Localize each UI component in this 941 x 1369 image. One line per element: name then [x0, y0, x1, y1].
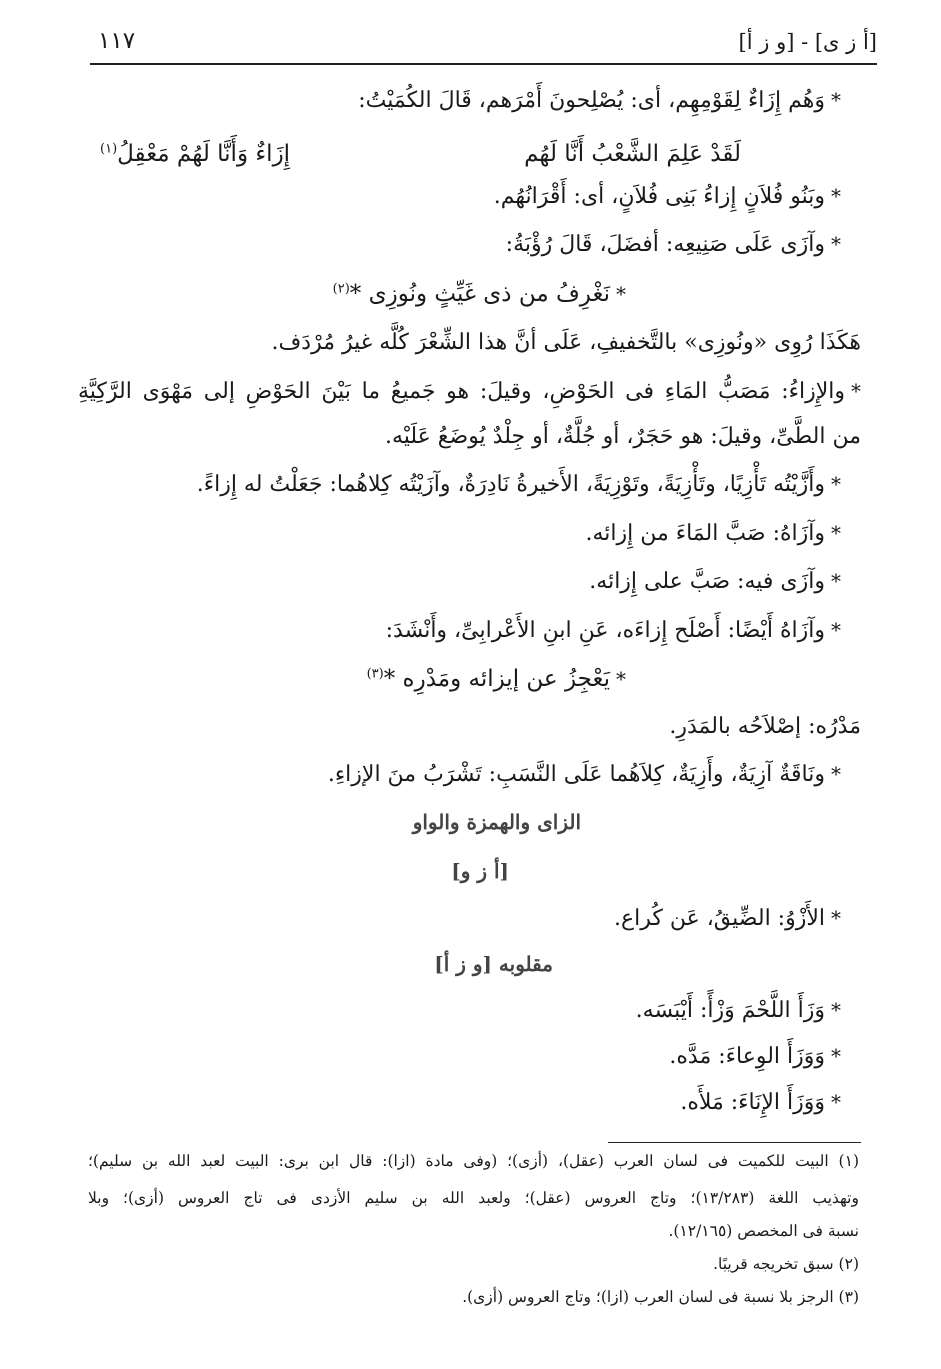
footnote-rule: [608, 1142, 861, 1143]
entry-line: *وآزَى عَلَى صَنِيعِه: أفضَلَ، قَالَ رُؤْبَةُ:: [505, 232, 841, 257]
entry-line: *وآزَاهُ: صَبَّ المَاءَ من إِزائه.: [585, 521, 841, 546]
entry-line: *وآزَاهُ أَيْضًا: أَصْلَح إِزاءَه، عَنِ ابنِ الأَعْرابِىِّ، وأَنْشَدَ:: [385, 618, 841, 643]
verse-second-hemistich: إِزَاءٌ وَأَنَّا لَهُمْ مَعْقِلُ$^{(١)}$: [100, 141, 291, 167]
entry-line: *وَوَزَأَ الوِعاءَ: مَدَّه.: [669, 1044, 841, 1069]
subsection-heading: مقلوبه [و ز أ]: [434, 952, 553, 976]
footnote-ref: (٢): [332, 281, 350, 297]
root-heading: [أ ز و]: [451, 859, 509, 883]
entry-line: *والإِزاءُ: مَصَبُّ المَاءِ فى الحَوْضِ، وقيلَ: هو جَميعُ ما بَيْنَ الحَوْضِ إلى مَهْوَى الرَّكِيَّةِ: [78, 379, 861, 404]
header-rule: [90, 63, 877, 65]
entry-line: *الأَزْوُ: الضِّيقُ، عَن كُراع.: [614, 906, 841, 931]
footnote-line: نسبة فى المخصص (١٢/١٦٥).: [668, 1222, 859, 1240]
page-header: [94, 20, 877, 60]
entry-line: *وبَنُو فُلاَنٍ إِزاءُ بَنِى فُلاَنٍ، أى: أَقْرَانُهُم.: [493, 184, 841, 209]
rajaz-verse: *نَغْرِفُ من ذى غَيِّثٍ ونُوزِى *$^{(٢)}$: [332, 281, 626, 307]
entry-line: *وأَزَّيْتُه تَأْزِيًا، وتَأْزِيَةً، وتَوْزِيَةً، الأَخيرةُ نَادِرَةٌ، وآزَيْتُه كِلاهُما: جَعَلْتُ له إِزاءً.: [196, 472, 841, 497]
rajaz-verse: *يَعْجِزُ عن إيزائه ومَدْرِه *$^{(٣)}$: [366, 666, 626, 692]
footnote-line: وتهذيب اللغة (١٣/٢٨٣)؛ وتاج العروس (عقل)؛ ولعبد الله بن سليم الأزدى فى تاج العروس (أزى)؛ وبلا: [88, 1189, 859, 1207]
entry-line: *وَزَأَ اللَّحْمَ وَزْأً: أَيْبَسَه.: [635, 998, 841, 1023]
footnote-line: (٢) سبق تخريجه قريبًا.: [713, 1255, 859, 1273]
entry-line: *وآزَى فيه: صَبَّ على إِزائه.: [589, 569, 841, 594]
running-head: [أ ز ى] - [و ز أ]: [738, 30, 877, 54]
entry-line: *وَهُم إِزَاءٌ لِقَوْمِهِم، أى: يُصْلِحونَ أَمْرَهم، قَالَ الكُمَيْتُ:: [358, 88, 841, 113]
entry-line: مَدْرُه: إصْلاَحُه بالمَدَرِ.: [669, 714, 861, 739]
page-number: ١١٧: [98, 28, 136, 54]
verse-first-hemistich: لَقَدْ عَلِمَ الشَّعْبُ أَنَّا لَهُم: [524, 141, 741, 167]
footnote-line: (١) البيت للكميت فى لسان العرب (عقل)، (أزى)؛ (وفى مادة (ازا): قال ابن برى: البيت لعبد الله بن سليم)؛: [88, 1152, 859, 1170]
section-heading: الزاى والهمزة والواو: [412, 810, 581, 834]
entry-line: هَكَذَا رُوِى «ونُوزِى» بالتَّخفيفِ، عَلَى أنَّ هذا الشِّعْرَ كُلَّه غيرُ مُرْدَف.: [271, 330, 861, 355]
poetry-verse: [100, 141, 741, 175]
entry-line: *وَوَزَأَ الإِنَاءَ: مَلأَه.: [680, 1090, 841, 1115]
footnote-ref: (١): [100, 141, 118, 157]
footnote-ref: (٣): [366, 666, 384, 682]
entry-line-continued: من الطَّىِّ، وقيلَ: هو حَجَرٌ، أو جُلَّةٌ، أو جِلْدٌ يُوضَعُ عَلَيْه.: [384, 424, 861, 449]
footnote-line: (٣) الرجز بلا نسبة فى لسان العرب (ازا)؛ وتاج العروس (أزى).: [462, 1288, 859, 1306]
entry-line: *ونَاقَةٌ آزِيَةٌ، وأَزِيَةٌ، كِلاَهُما عَلَى النَّسَبِ: تَشْرَبُ منَ الإزاءِ.: [327, 762, 841, 787]
